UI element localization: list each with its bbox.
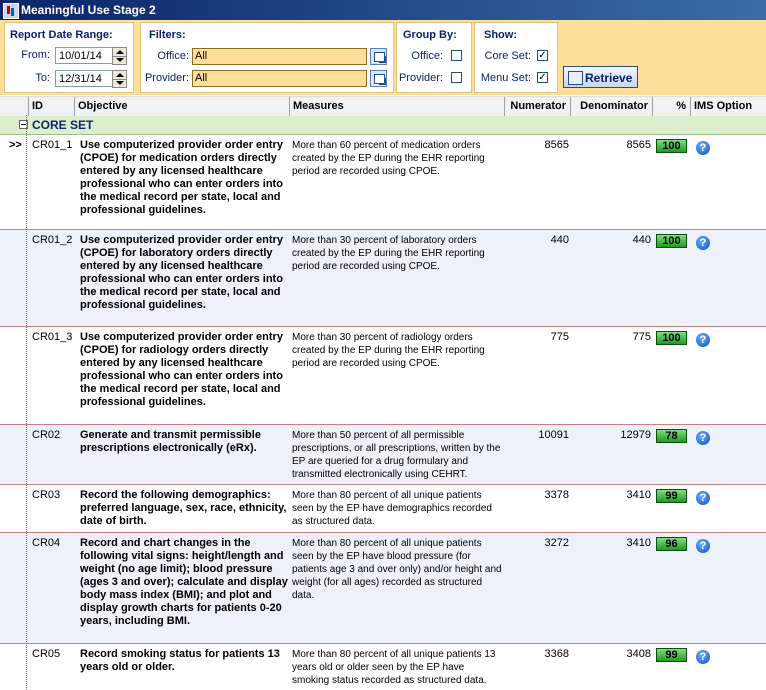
app-icon — [3, 3, 19, 19]
percent-badge: 99 — [656, 648, 687, 662]
to-date-spin-icon[interactable] — [112, 70, 127, 88]
row-measure: More than 80 percent of all unique patients seen by the EP have blood pressure (for patients age 3 and over only) and/or height and weight (for all ages) recorded as structured data. — [292, 538, 502, 601]
row-numerator: 775 — [550, 331, 569, 343]
column-header-numerator[interactable]: Numerator — [504, 97, 570, 116]
help-icon[interactable]: ? — [696, 333, 710, 347]
table-row[interactable] — [0, 485, 766, 533]
provider-filter-input[interactable]: All — [192, 70, 367, 87]
group-by-group — [396, 22, 472, 93]
row-id: CR04 — [32, 537, 61, 549]
title-bar — [0, 0, 766, 20]
to-label: To: — [35, 72, 50, 84]
retrieve-button[interactable] — [563, 66, 638, 88]
row-objective: Use computerized provider order entry (CPOE) for medication orders directly entered by any licensed healthcare professional who can enter orders into the medical record per state, local and professional guidelines. — [80, 139, 283, 216]
row-numerator: 3272 — [544, 537, 569, 549]
column-header-objective[interactable]: Objective — [74, 97, 289, 116]
to-date-input[interactable]: 12/31/14 — [55, 70, 113, 87]
table-row[interactable] — [0, 425, 766, 485]
date-range-group — [4, 22, 134, 93]
office-picker-icon[interactable] — [370, 48, 387, 65]
row-id: CR01_3 — [32, 331, 73, 343]
group-by-office-label: Office: — [411, 50, 443, 62]
office-filter-label: Office: — [157, 50, 189, 62]
row-objective: Use computerized provider order entry (CPOE) for radiology orders directly entered by any licensed healthcare professional who can enter orders into the medical record per state, local and professional guidelines. — [80, 331, 283, 408]
retrieve-label: Retrieve — [585, 71, 633, 85]
menu-set-checkbox[interactable]: ✓ — [538, 72, 547, 83]
group-by-provider-checkbox[interactable] — [451, 72, 462, 83]
help-icon[interactable]: ? — [696, 236, 710, 250]
column-header-id[interactable]: ID — [28, 97, 74, 116]
office-filter-input[interactable]: All — [192, 48, 367, 65]
row-numerator: 3368 — [544, 648, 569, 660]
filter-toolbar — [0, 20, 766, 95]
table-row[interactable] — [0, 135, 766, 230]
row-denominator: 8565 — [626, 139, 651, 151]
row-measure: More than 80 percent of all unique patients seen by the EP have demographics recorded as structured data. — [292, 490, 492, 527]
column-header-measures[interactable]: Measures — [289, 97, 504, 116]
grid-header — [0, 96, 766, 117]
from-date-input[interactable]: 10/01/14 — [55, 47, 113, 64]
row-id: CR01_1 — [32, 139, 73, 151]
group-by-title: Group By: — [403, 29, 457, 41]
row-numerator: 8565 — [544, 139, 569, 151]
row-id: CR05 — [32, 648, 61, 660]
row-denominator: 440 — [632, 234, 651, 246]
row-measure: More than 30 percent of radiology orders created by the EP during the EHR reporting period are recorded using CPOE. — [292, 332, 485, 369]
table-row[interactable] — [0, 533, 766, 644]
help-icon[interactable]: ? — [696, 539, 710, 553]
percent-badge: 96 — [656, 537, 687, 551]
provider-filter-label: Provider: — [144, 72, 189, 84]
row-objective: Record smoking status for patients 13 years old or older. — [80, 648, 280, 673]
group-by-office-checkbox[interactable] — [451, 50, 462, 61]
core-set-group-row[interactable] — [0, 116, 766, 135]
percent-badge: 100 — [656, 331, 687, 345]
percent-badge: 100 — [656, 139, 687, 153]
row-objective: Record and chart changes in the following vital signs: height/length and weight (no age limit); blood pressure (ages 3 and over); calculate and display body mass index (BMI); and plot and display growth charts for patients 0-20 years, including BMI. — [80, 537, 288, 627]
core-set-checkbox[interactable]: ✓ — [538, 50, 547, 61]
core-set-group-label: CORE SET — [32, 118, 94, 132]
percent-badge: 99 — [656, 489, 687, 503]
row-objective: Generate and transmit permissible prescriptions electronically (eRx). — [80, 429, 261, 454]
row-measure: More than 80 percent of all unique patients 13 years old or older seen by the EP have smoking status recorded as structured data. — [292, 649, 496, 686]
column-header-pct[interactable]: % — [652, 97, 690, 116]
row-measure: More than 30 percent of laboratory orders created by the EP during the EHR reporting period are recorded using CPOE. — [292, 235, 485, 272]
menu-set-label: Menu Set: — [480, 72, 531, 84]
from-date-spin-icon[interactable] — [112, 47, 127, 65]
core-set-label: Core Set: — [484, 50, 531, 62]
percent-badge: 78 — [656, 429, 687, 443]
help-icon[interactable]: ? — [696, 431, 710, 445]
filters-group — [140, 22, 394, 93]
measures-grid — [0, 95, 766, 690]
row-numerator: 3378 — [544, 489, 569, 501]
window-title: Meaningful Use Stage 2 — [21, 3, 156, 17]
column-header-denominator[interactable]: Denominator — [570, 97, 652, 116]
row-id: CR03 — [32, 489, 61, 501]
row-denominator: 3410 — [626, 537, 651, 549]
show-group — [474, 22, 558, 93]
row-id: CR02 — [32, 429, 61, 441]
row-objective: Use computerized provider order entry (CPOE) for laboratory orders directly entered by any licensed healthcare professional who can enter orders into the medical record per state, local and professional guidelines. — [80, 234, 283, 311]
table-row[interactable] — [0, 230, 766, 327]
group-by-provider-label: Provider: — [398, 72, 443, 84]
date-range-title: Report Date Range: — [10, 29, 113, 41]
table-row[interactable] — [0, 327, 766, 425]
row-denominator: 12979 — [620, 429, 651, 441]
row-objective: Record the following demographics: preferred language, sex, race, ethnicity, date of birth. — [80, 489, 287, 527]
row-measure: More than 60 percent of medication orders created by the EP during the EHR reporting period are recorded using CPOE. — [292, 140, 485, 177]
provider-picker-icon[interactable] — [370, 70, 387, 87]
retrieve-icon — [568, 71, 583, 85]
row-denominator: 3408 — [626, 648, 651, 660]
show-title: Show: — [484, 29, 517, 41]
row-measure: More than 50 percent of all permissible prescriptions, or all prescriptions, written by the EP are queried for a drug formulary and transmitted electronically using CEHRT. — [292, 430, 501, 480]
filters-title: Filters: — [149, 29, 186, 41]
row-numerator: 10091 — [538, 429, 569, 441]
row-denominator: 3410 — [626, 489, 651, 501]
help-icon[interactable]: ? — [696, 650, 710, 664]
table-row[interactable] — [0, 644, 766, 690]
row-indicator-gutter — [0, 115, 27, 690]
help-icon[interactable]: ? — [696, 141, 710, 155]
row-numerator: 440 — [550, 234, 569, 246]
percent-badge: 100 — [656, 234, 687, 248]
row-id: CR01_2 — [32, 234, 73, 246]
row-denominator: 775 — [632, 331, 651, 343]
current-row-marker: >> — [9, 139, 22, 151]
column-header-ims-option[interactable]: IMS Option — [690, 97, 766, 116]
help-icon[interactable]: ? — [696, 491, 710, 505]
from-label: From: — [21, 49, 50, 61]
